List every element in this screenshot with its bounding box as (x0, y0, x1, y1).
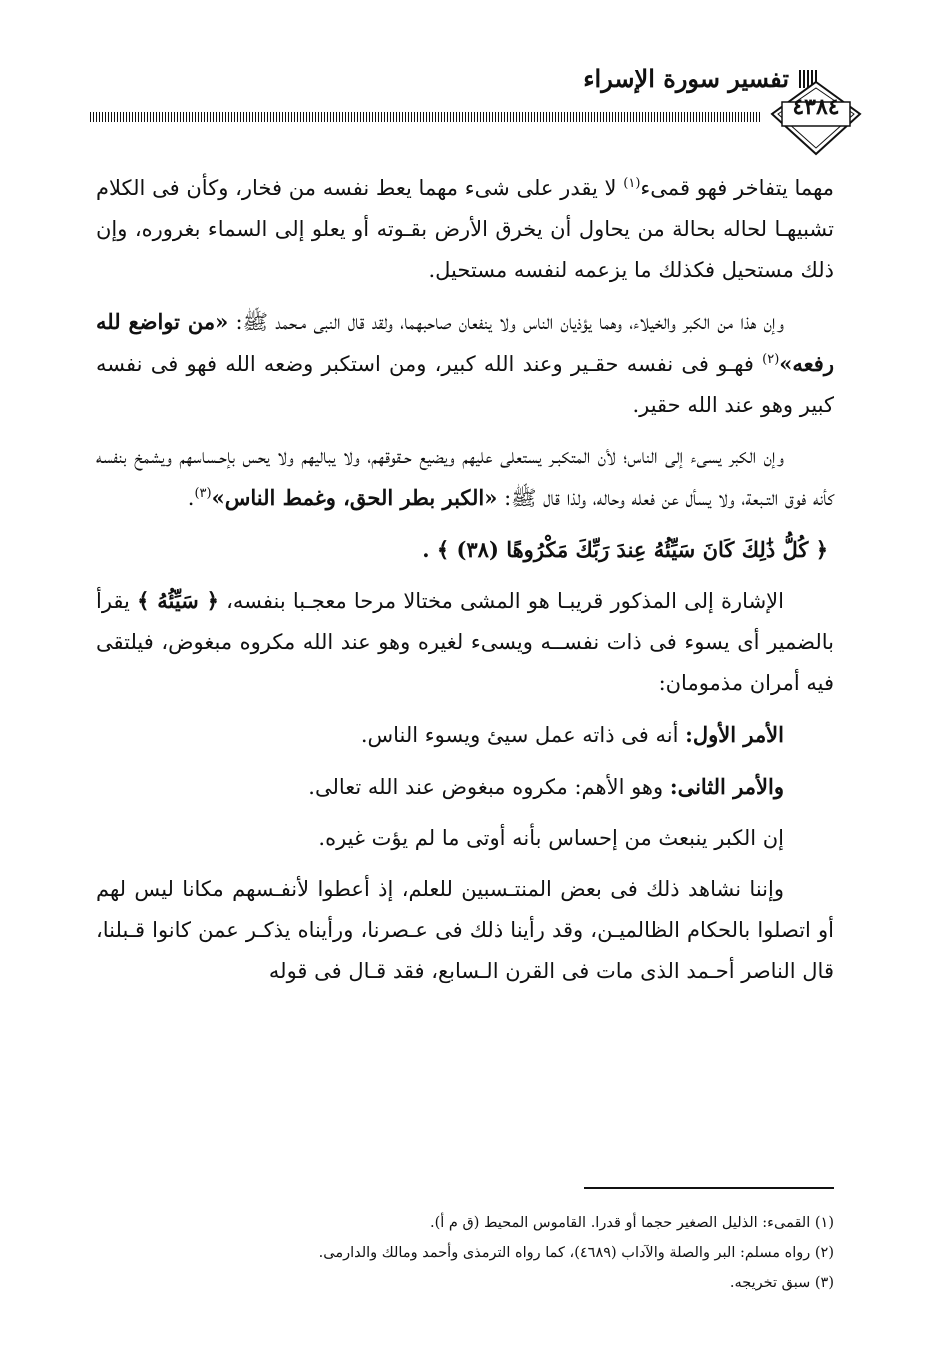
paragraph-3: وإن الكبر يسىء إلى الناس؛ لأن المتكبـر يستعلى عليهم ويضيع حـقوقهم، ولا يباليهم ولا يحس بإحـساسهم ويشمخ بنفسه كأنه فوق التـبعة، ولا يسأل عن فعله وحاله، ولذا قال ﷺ: «الكبر بطر الحق، وغمط الناس»$^{(٣)}$. (96, 444, 834, 510)
paragraph-6: وإننا نشاهد ذلك فى بعض المنتـسبين للعلم، إذ أعطوا لأنفـسهم مكانا ليس لهم أو اتصلوا بالحكام الظالميـن، وقد رأينا ذلك فى عـصرنا، ورأيناه يذكـر عمن كانوا قـبلنا، قال الناصر أحـمد الذى مات فى القرن الـسابع، فقد قـال فى قوله (96, 877, 834, 983)
footnotes (96, 1208, 834, 1298)
hadith-quote-2: «الكبر بطر الحق، وغمط الناس» (211, 485, 498, 510)
paragraph-4: الإشارة إلى المذكور قريبـا هو المشى مختالا مرحا معجـبا بنفسه، ﴿ سَيِّئُهُ ﴾ يقرأ بالضمير أى يسوء فى ذات نفســه ويسىء لغيره وهو عند الله مكروه مبغوض، فيلتقى فيه أمران مذمومان: (96, 588, 834, 695)
footnote-rule (584, 1187, 834, 1189)
paragraph-5: إن الكبر ينبعث من إحساس بأنه أوتى ما لم يؤت غيره. (318, 826, 784, 850)
footnote-2: (٢) رواه مسلم: البر والصلة والآداب (٤٦٨٩)، كما رواه الترمذى وأحمد ومالك والدارمى. (318, 1245, 834, 1261)
quran-word: ﴿ سَيِّئُهُ ﴾ (137, 588, 219, 613)
footnote-1: (١) القمىء: الذليل الصغير حجما أو قدرا. القاموس المحيط (ق م أ). (429, 1215, 834, 1231)
footnote-ref-3[interactable]: (٣) (194, 486, 212, 501)
quran-verse: ﴿ كُلُّ ذَٰلِكَ كَانَ سَيِّئُهُ عِندَ رَبِّكَ مَكْرُوهًا (٣٨) ﴾ . (422, 537, 828, 562)
main-text (96, 168, 834, 1002)
footnote-3: (٣) سبق تخريجه. (729, 1275, 834, 1291)
point-first: الأمر الأول: أنه فى ذاته عمل سيئ ويسوء الناس. (360, 722, 784, 747)
page-number: ٤٣٨٤ (792, 94, 840, 120)
paragraph-2: وإن هذا من الكبر والخيلاء، وهما يؤذيان الناس ولا ينفعان صاحبهما، ولقد قال النبى مـحمد ﷺ: «من تواضع لله رفعه»$^{(٢)}$ فهـو فى نفسه حقـير وعند الله كبير، ومن استكبر وضعه الله فهو فى نفسه كبير وهو عند الله حقير. (96, 309, 834, 417)
running-title: تفسير سورة الإسراء (583, 64, 789, 93)
header-rule (90, 112, 762, 122)
footnote-ref-1[interactable]: (١) (623, 176, 641, 191)
hadith-quote-1: «من تواضع لله رفعه» (96, 309, 834, 376)
paragraph-1: مهما يتفاخر فهو قمىء$^{(١)}$ لا يقدر على شىء مهما يعط نفسه من فخار، وكأن فى الكلام تشبيهـا لحاله بحالة من يحاول أن يخرق الأرض بقـوته أو يعلو إلى السماء بغروره، وإن ذلك مستحيل فكذلك ما يزعمه لنفسه مستحيل. (96, 176, 834, 282)
point-second: والأمر الثانى: وهو الأهم: مكروه مبغوض عند الله تعالى. (308, 774, 784, 799)
footnote-ref-2[interactable]: (٢) (762, 352, 780, 367)
